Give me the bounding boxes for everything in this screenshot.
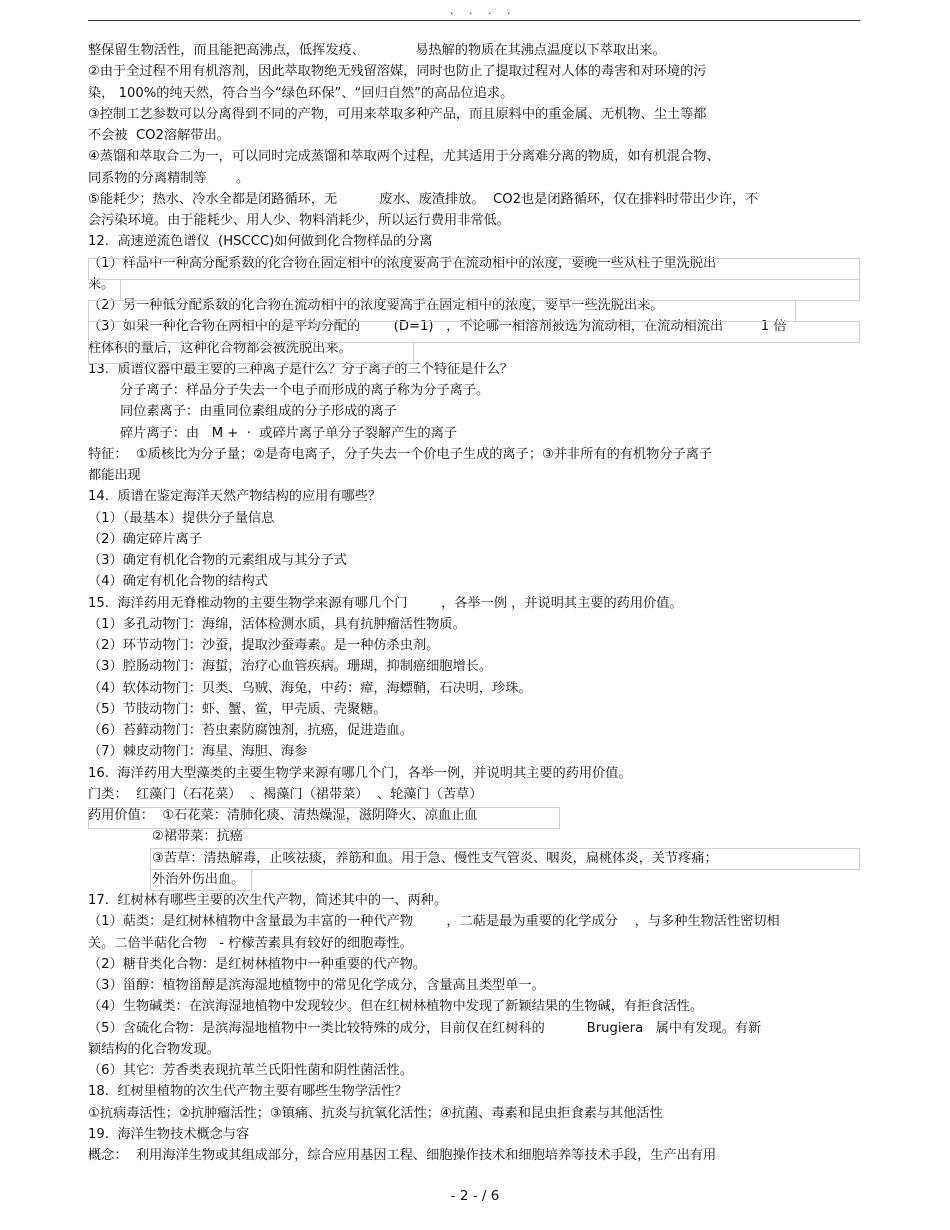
text-line: （5）含硫化合物：是滨海湿地植物中一类比较特殊的成分，目前仅在红树科的 Brugiera 属中有发现。有新	[88, 1020, 762, 1036]
text-line: （7）棘皮动物门：海星、海胆、海参	[88, 744, 308, 760]
question-heading: 16. 海洋药用大型藻类的主要生物学来源有哪几个门，各举一例，并说明其主要的药用价值。	[88, 765, 632, 781]
question-heading: 18. 红树里植物的次生代产物主要有哪些生物学活性？	[88, 1084, 408, 1100]
text-line: （2）确定碎片离子	[88, 531, 202, 547]
question-heading: 14. 质谱在鉴定海洋天然产物结构的应用有哪些？	[88, 489, 382, 505]
text-line: 颖结构的化合物发现。	[88, 1041, 220, 1057]
question-heading: 17. 红树林有哪些主要的次生代产物，简述其中的一、两种。	[88, 893, 448, 908]
text-line: （2）糖苷类化合物：是红树林植物中一种重要的代产物。	[88, 956, 427, 972]
text-line: 概念： 利用海洋生物或其组成部分，综合应用基因工程、细胞操作技术和细胞培养等技术手段，生产出有用	[88, 1148, 717, 1163]
text-line: （1）多孔动物门：海绵，活体检测水质，具有抗肿瘤活性物质。	[88, 616, 466, 632]
question-heading: 15. 海洋药用无脊椎动物的主要生物学来源有哪几个门 ，各举一例 ，并说明其主要的药用价值。	[88, 595, 683, 611]
text-line: 柱体积的量后，这种化合物都会被洗脱出来。	[88, 340, 352, 356]
text-line: 染， 100%的纯天然，符合当今“绿色环保”、“回归自然”的高品位追求。	[88, 85, 514, 101]
question-heading: 19. 海洋生物技术概念与容	[88, 1126, 250, 1142]
text-line: 外治外伤出血。	[152, 871, 245, 887]
question-heading: 12. 高速逆流色谱仪 (HSCCC)如何做到化合物样品的分离	[88, 234, 433, 250]
document-body	[88, 40, 860, 1166]
page-number: - 2 - / 6	[450, 1188, 500, 1204]
text-line: （3）甾醇：植物甾醇是滨海湿地植物中的常见化学成分，含量高且类型单一。	[88, 978, 545, 993]
text-line: （4）生物碱类：在滨海湿地植物中发现较少。但在红树林植物中发现了新颖结果的生物碱，有拒食活性。	[88, 999, 704, 1015]
text-line: ①抗病毒活性；②抗肿瘤活性；③镇痛、抗炎与抗氧化活性；④抗菌、毒素和昆虫拒食素与其他活性	[88, 1105, 663, 1121]
text-line: （2）另一种低分配系数的化合物在流动相中的浓度要高于在固定相中的浓度，要早一些洗脱出来。	[88, 298, 664, 313]
text-line: 门类： 红藻门（石花菜） 、褐藻门（裙带菜） 、轮藻门（苦草）	[88, 786, 483, 802]
text-line: （3）如果一种化合物在两相中的是平均分配的 (D=1) ，不论哪一相溶剂被选为流动相，在流动相流出 1 倍	[88, 319, 787, 335]
text-line: 关。二倍半萜化合物 - 柠檬苦素具有较好的细胞毒性。	[88, 935, 413, 951]
text-line: 来。	[88, 276, 115, 292]
text-line: （5）节肢动物门：虾、蟹、鲎，甲壳质、壳聚糖。	[88, 701, 387, 717]
text-line: 会污染环境。由于能耗少、用人少、物料消耗少，所以运行费用非常低。	[88, 213, 510, 228]
header-dots: . . . .	[450, 4, 517, 17]
text-line: 同系物的分离精制等 。	[88, 170, 250, 186]
text-line: ③控制工艺参数可以分离得到不同的产物，可用来萃取多种产品，而且原料中的重金属、无机物、尘土等都	[88, 106, 707, 122]
text-line: ④蒸馏和萃取合二为一，可以同时完成蒸馏和萃取两个过程，尤其适用于分离难分离的物质，如有机混合物、	[88, 149, 720, 165]
question-heading: 13. 质谱仪器中最主要的三种离子是什么？分子离子的三个特征是什么？	[88, 361, 513, 377]
text-line: 同位素离子：由重同位素组成的分子形成的离子	[120, 404, 397, 420]
text-line: （2）环节动物门：沙蚕，提取沙蚕毒素。是一种仿杀虫剂。	[88, 638, 440, 653]
text-line: 都能出现	[88, 468, 141, 483]
text-line: （1）样品中一种高分配系数的化合物在固定相中的浓度要高于在流动相中的浓度，要晚一些从柱子里洗脱出	[88, 255, 717, 271]
text-line: （3）确定有机化合物的元素组成与其分子式	[88, 553, 347, 568]
text-line: 药用价值： ①石花菜：清肺化痰、清热燥湿，滋阴降火、凉血止血	[88, 808, 478, 823]
text-line: （1）萜类：是红树林植物中含量最为丰富的一种代产物 ，二萜是最为重要的化学成分 ，与多种生物活性密切相	[88, 914, 780, 930]
text-line: ⑤能耗少；热水、冷水全都是闭路循环，无 废水、废渣排放。 CO2也是闭路循环，仅在排料时带出少许，不	[88, 191, 759, 207]
text-line: 不会被 CO2溶解带出。	[88, 128, 230, 143]
text-line: 整保留生物活性，而且能把高沸点，低挥发疫、 易热解的物质在其沸点温度以下萃取出来。	[88, 43, 666, 58]
text-line: （6）苔藓动物门：苔虫素防腐蚀剂，抗癌，促进造血。	[88, 723, 413, 738]
text-line: （3）腔肠动物门：海蜇，治疗心血管疾病。珊瑚，抑制癌细胞增长。	[88, 659, 493, 675]
text-line: （4）确定有机化合物的结构式	[88, 574, 268, 590]
text-line: 特征： ①质核比为分子量；②是奇电离子，分子失去一个价电子生成的离子；③并非所有的有机物分子离子	[88, 446, 713, 462]
header-rule	[88, 20, 860, 21]
text-line: （4）软体动物门：贝类、乌贼、海兔，中药：瘴，海螵鞘，石决明，珍珠。	[88, 680, 532, 696]
text-line: 分子离子：样品分子失去一个电子而形成的离子称为分子离子。	[120, 383, 490, 398]
text-line: ③苦草：清热解毒，止咳祛痰，养筋和血。用于急、慢性支气管炎、咽炎，扁桃体炎，关节疼痛；	[152, 850, 718, 866]
text-line: ②由于全过程不用有机溶剂，因此萃取物绝无残留溶媒，同时也防止了提取过程对人体的毒害和对环境的污	[88, 64, 707, 80]
text-line: 碎片离子：由 M + · 或碎片离子单分子裂解产生的离子	[120, 425, 458, 441]
text-line: （6）其它：芳香类表现抗革兰氏阳性菌和阴性菌活性。	[88, 1063, 413, 1078]
text-line: （1）（最基本）提供分子量信息	[88, 510, 275, 526]
text-line: ②裙带菜：抗癌	[152, 829, 243, 845]
